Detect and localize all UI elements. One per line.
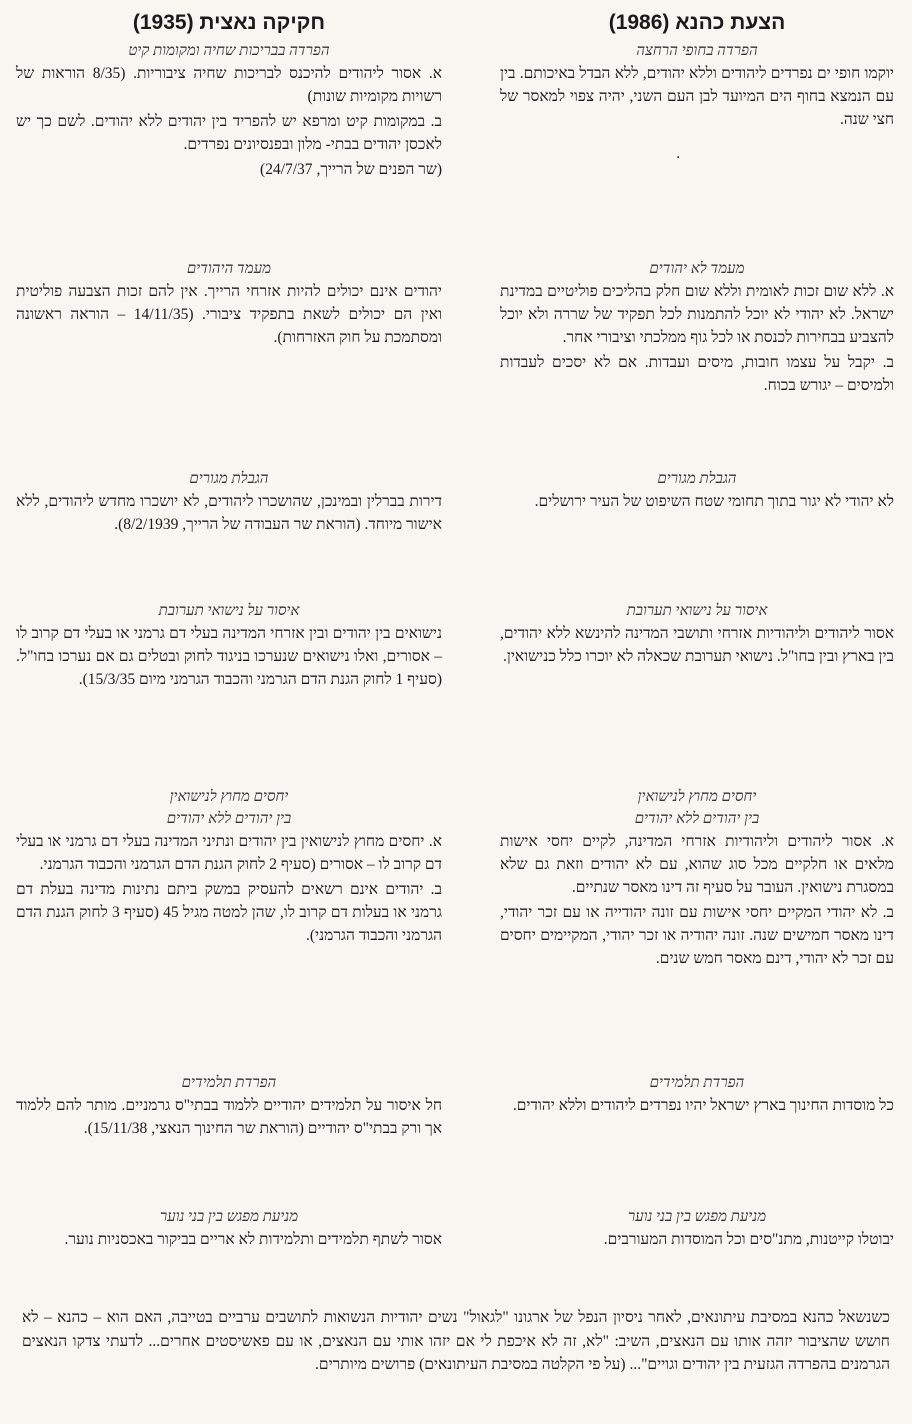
- kahane-section-youth: [500, 1206, 894, 1253]
- kahane-column: [500, 10, 894, 1248]
- nazi-law-column-title: חקיקה נאצית (1935): [132, 11, 326, 34]
- kahane-column-title: הצעת כהנא (1986): [608, 11, 786, 34]
- section-heading: איסור על נישואי תערובת: [626, 603, 768, 619]
- section-paragraph: ב. לא יהודי המקיים יחסי אישות עם זונה יהודייה או עם זכר יהודי, דינו מאסר חמישים שנה. זונה יהודיה או זכר יהודי, המקיימים יחסים עם זכר לא יהודי, דינם מאסר חמש שנים.: [500, 904, 894, 967]
- section-paragraph: חל איסור על תלמידים יהודיים ללמוד בבתי"ס גרמניים. מותר להם ללמוד אך ורק בבתי"ס יהודיים (הוראת שר החינוך הנאצי, 15/11/38).: [16, 1097, 442, 1137]
- section-paragraph: ב. יקבל על עצמו חובות, מיסים ועבדות. אם לא יסכים לעבדות ולמיסים – יגורש בכוח.: [500, 354, 894, 394]
- section-heading: מעמד לא יהודים: [649, 261, 745, 277]
- kahane-section-residence: [500, 468, 894, 515]
- stray-dot-mark: ·: [676, 150, 681, 166]
- section-paragraph: יבוטלו קייטנות, מתנ"סים וכל המוסדות המעורבים.: [603, 1231, 894, 1248]
- section-paragraph: א. אסור ליהודים להיכנס לבריכות שחיה ציבוריות. (8/35 הוראות של רשויות מקומיות שונות): [16, 65, 442, 105]
- section-paragraph: אסור לשתף תלמידים ותלמידות לא אריים בביקור באכסניות נוער.: [64, 1231, 442, 1248]
- kahane-quote-footer: כשנשאל כהנא במסיבת עיתונאים, לאחר ניסיון הנפל של ארגונו "לגאול" נשים יהודיות הנשואות לתושבים ערביים בטייבה, האם הוא – כהנא – לא חושש שהציבור יזהה אותו עם הנאצים, השיב: "לא, זה לא איכפת לי אם יזהו אותי עם הנאצים, או עם פאשיסטים אחרים... לדעתי צדקו הנאצים הגרמנים בהפרדה הגזעית בין יהודים וגויים"... (על פי הקלטה במסיבת העיתונאים) פרושים מיותרים.: [22, 1309, 890, 1373]
- section-paragraph: דירות בברלין ובמינכן, שהושכרו ליהודים, לא יושכרו מחדש ליהודים, ללא אישור מיוחד. (הוראת שר העבודה של הרייך, 8/2/1939).: [16, 493, 442, 533]
- section-paragraph: לא יהודי לא יגור בתוך תחומי שטח השיפוט של העיר ירושלים.: [534, 493, 894, 510]
- section-paragraph: א. אסור ליהודים וליהודיות אזרחי המדינה, לקיים יחסי אישות מלאים או חלקיים מכל סוג שהוא, עם לא יהודים וזאת גם שלא במסגרת נישואין. העובר על סעיף זה דינו מאסר שנתיים.: [500, 833, 894, 896]
- section-subheading: בין יהודים ללא יהודים: [166, 811, 292, 827]
- section-paragraph: א. ללא שום זכות לאומית וללא שום חלק בהליכים פוליטיים במדינת ישראל. לא יהודי לא יוכל להתמנות לכל תפקיד של שררה ולא יוכל להצביע בבחירות לכנסת או לכל גוף ממלכתי וציבורי אחר.: [500, 283, 894, 346]
- section-paragraph: נישואים בין יהודים ובין אזרחי המדינה בעלי דם גרמני או בעלי דם קרוב לו – אסורים, ואלו נישואים שנערכו בניגוד לחוק ובטלים גם אם נערכו בחו"ל. (סעיף 1 לחוק הגנת הדם הגרמני והכבוד הגרמני מיום 15/3/35).: [16, 625, 442, 688]
- section-paragraph: כל מוסדות החינוך בארץ ישראל יהיו נפרדים ליהודים וללא יהודים.: [512, 1097, 894, 1114]
- nazi-section-youth: [16, 1206, 442, 1253]
- nazi-section-students: [16, 1072, 442, 1142]
- nazi-section-pools: [16, 40, 442, 183]
- nazi-section-intermarriage: [16, 600, 442, 693]
- section-paragraph: ב. יהודים אינם רשאים להעסיק במשק ביתם נתינות מדינה בעלת דם גרמני או בעלות דם קרוב לו, שהן למטה מגיל 45 (סעיף 3 לחוק הגנת הדם הגרמני והכבוד הגרמני).: [16, 881, 442, 944]
- section-paragraph: יהודים אינם יכולים להיות אזרחי הרייך. אין להם זכות הצבעה פוליטית ואין הם יכולים לשאת בתפקיד ציבורי. (14/11/35 – הוראה ראשונה ומסתמכת על חוק האזרחות).: [16, 283, 442, 346]
- section-heading: הפרדה בבריכות שחיה ומקומות קיט: [128, 43, 330, 59]
- nazi-section-status: [16, 258, 442, 351]
- section-paragraph: אסור ליהודים וליהודיות אזרחי ותושבי המדינה להינשא ללא יהודים, בין בארץ ובין בחו"ל. נישואי תערובת שכאלה לא יוכרו כלל כנישואין.: [500, 625, 894, 665]
- section-heading: הפרדה בחופי הרחצה: [636, 43, 758, 59]
- section-subheading: בין יהודים ללא יהודים: [634, 811, 760, 827]
- section-heading: הפרדת תלמידים: [181, 1075, 277, 1091]
- section-heading: איסור על נישואי תערובת: [158, 603, 300, 619]
- kahane-section-status: [500, 258, 894, 399]
- section-heading: מעמד היהודים: [186, 261, 272, 277]
- kahane-section-students: [500, 1072, 894, 1119]
- kahane-section-beaches: [500, 40, 894, 133]
- section-paragraph: (שר הפנים של הרייך, 24/7/37): [260, 161, 442, 178]
- kahane-section-intermarriage: [500, 600, 894, 670]
- kahane-section-relations: [500, 786, 894, 972]
- section-heading: מניעת מפגש בין בני נוער: [159, 1209, 299, 1225]
- section-heading: מניעת מפגש בין בני נוער: [627, 1209, 767, 1225]
- nazi-section-residence: [16, 468, 442, 538]
- section-paragraph: א. יחסים מחוץ לנישואין בין יהודים ונתיני המדינה בעלי דם גרמני או בעלי דם קרוב לו – אסורים (סעיף 2 לחוק הגנת הדם הגרמני והכבוד הגרמני.: [16, 833, 442, 873]
- section-heading: יחסים מחוץ לנישואין: [637, 789, 757, 805]
- section-heading: יחסים מחוץ לנישואין: [169, 789, 289, 805]
- section-heading: הפרדת תלמידים: [649, 1075, 745, 1091]
- nazi-section-relations: [16, 786, 442, 949]
- section-heading: הגבלת מגורים: [189, 471, 269, 487]
- section-heading: הגבלת מגורים: [657, 471, 737, 487]
- nazi-law-column: [16, 10, 442, 1248]
- section-paragraph: יוקמו חופי ים נפרדים ליהודים וללא יהודים, ללא הבדל באיכותם. בין עם הנמצא בחוף הים המיועד לבן העם השני, יהיה צפוי למאסר של חצי שנה.: [500, 65, 894, 128]
- section-paragraph: ב. במקומות קיט ומרפא יש להפריד בין יהודים ללא יהודים. לשם כך יש לאכסן יהודים בבתי- מלון ובפנסיונים נפרדים.: [16, 113, 442, 153]
